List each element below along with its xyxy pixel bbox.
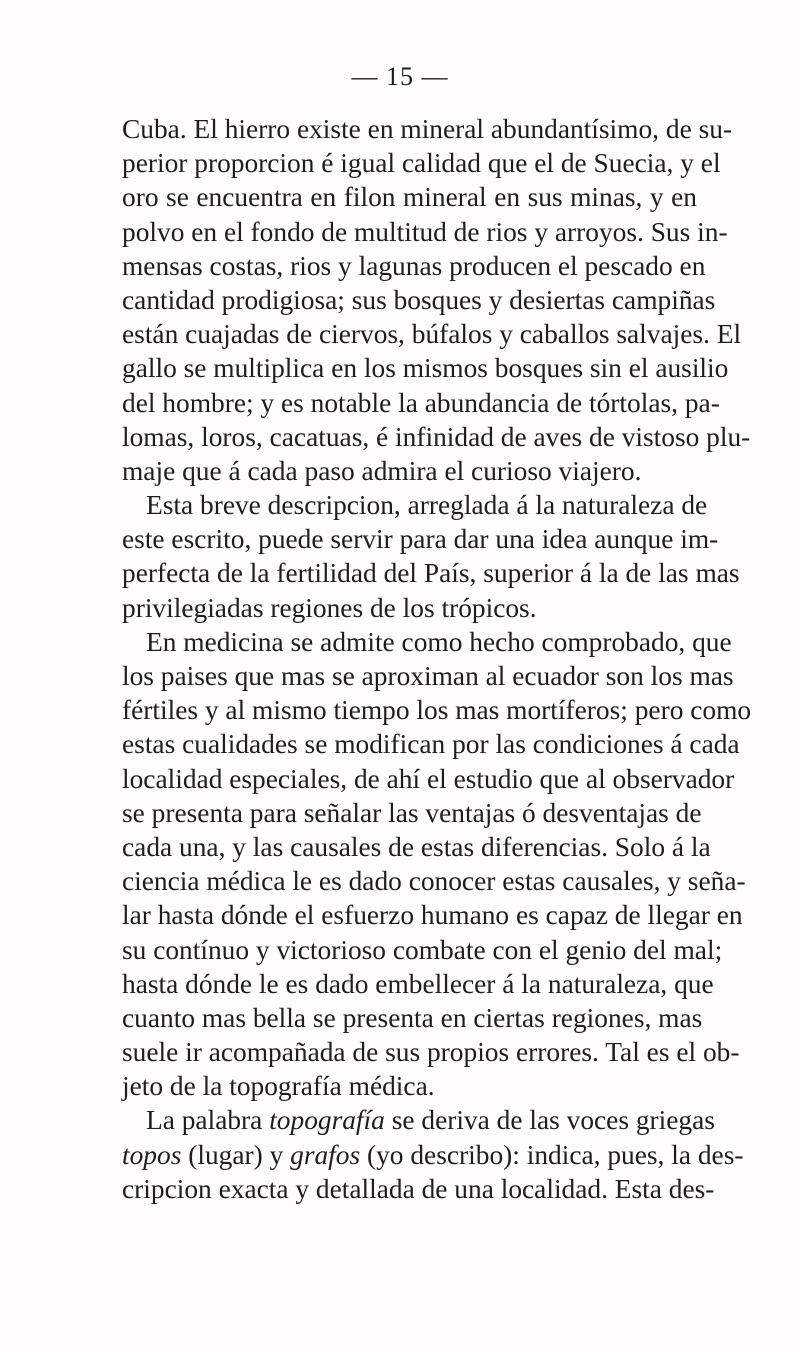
- text-line: se presenta para señalar las ventajas ó desventajas de: [122, 797, 702, 828]
- text-line: localidad especiales, de ahí el estudio que al observador: [122, 763, 735, 794]
- text-line: polvo en el fondo de multitud de rios y arroyos. Sus in-: [122, 216, 728, 247]
- text-line: En medicina se admite como hecho comprobado, que: [146, 626, 732, 657]
- text-line: su contínuo y victorioso combate con el genio del mal;: [122, 934, 723, 965]
- text-line: cripcion exacta y detallada de una localidad. Esta des-: [122, 1173, 715, 1204]
- text-line: maje que á cada paso admira el curioso viajero.: [122, 455, 642, 486]
- text-line: los paises que mas se aproximan al ecuador son los mas: [122, 661, 734, 691]
- text-line: mensas costas, rios y lagunas producen el pescado en: [122, 250, 706, 281]
- text-line: del hombre; y es notable la abundancia de tórtolas, pa-: [122, 387, 720, 418]
- text-line: este escrito, puede servir para dar una idea aunque im-: [122, 524, 719, 555]
- paragraph: [122, 625, 752, 1104]
- text-line: gallo se multiplica en los mismos bosques sin el ausilio: [122, 353, 729, 384]
- text-line: lar hasta dónde el esfuerzo humano es capaz de llegar en: [122, 900, 743, 931]
- text-line: privilegiadas regiones de los trópicos.: [122, 592, 537, 623]
- text-line: Esta breve descripcion, arreglada á la naturaleza de: [146, 490, 708, 521]
- text-line: cantidad prodigiosa; sus bosques y desiertas campiñas: [122, 284, 716, 315]
- page-number: — 15 —: [351, 62, 449, 91]
- text-line: lomas, loros, cacatuas, é infinidad de aves de vistoso plu-: [122, 421, 751, 452]
- text-line: suele ir acompañada de sus propios errores. Tal es el ob-: [122, 1037, 740, 1068]
- text-line: fértiles y al mismo tiempo los mas mortíferos; pero como: [122, 695, 752, 726]
- text-line: ciencia médica le es dado conocer estas causales, y seña-: [122, 866, 746, 897]
- paragraph: [122, 1103, 744, 1206]
- text-line: cada una, y las causales de estas diferencias. Solo á la: [122, 831, 711, 862]
- paragraph: [122, 112, 751, 488]
- text-line: estas cualidades se modifican por las condiciones á cada: [122, 729, 740, 760]
- text-line: perfecta de la fertilidad del País, superior á la de las mas: [122, 558, 740, 589]
- text-line: hasta dónde le es dado embellecer á la naturaleza, que: [122, 968, 714, 999]
- text-line: están cuajadas de ciervos, búfalos y caballos salvajes. El: [122, 319, 742, 350]
- text-line: Cuba. El hierro existe en mineral abundantísimo, de su-: [122, 114, 733, 144]
- text-line: cuanto mas bella se presenta en ciertas regiones, mas: [122, 1002, 703, 1033]
- text-line: oro se encuentra en filon mineral en sus minas, y en: [122, 182, 697, 213]
- text-line: jeto de la topografía médica.: [122, 1071, 435, 1102]
- paragraph: [122, 488, 740, 625]
- text-line: La palabra topografía se deriva de las voces griegas: [146, 1105, 715, 1136]
- text-line: topos (lugar) y grafos (yo describo): indica, pues, la des-: [122, 1139, 744, 1170]
- body-text: [122, 112, 752, 1206]
- text-line: perior proporcion é igual calidad que el de Suecia, y el: [122, 148, 721, 179]
